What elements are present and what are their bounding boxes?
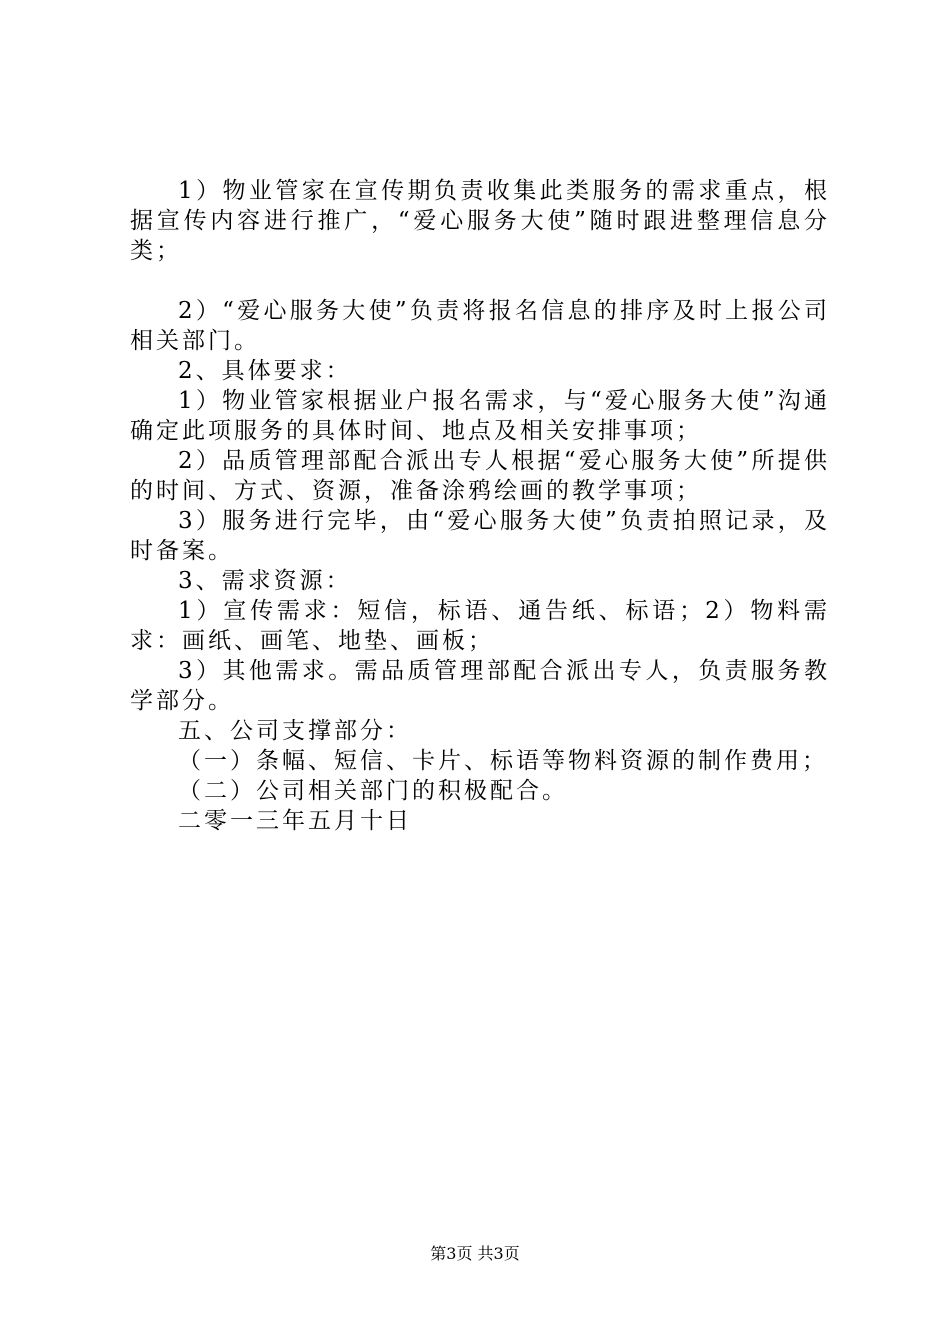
paragraph-5: 3）服务进行完毕，由“爱心服务大使”负责拍照记录，及时备案。 bbox=[130, 508, 830, 564]
paragraph-2: 2）“爱心服务大使”负责将报名信息的排序及时上报公司相关部门。 bbox=[130, 298, 830, 354]
paragraph-6: 1）宣传需求：短信，标语、通告纸、标语；2）物料需求：画纸、画笔、地垫、画板； bbox=[130, 598, 830, 654]
page-number-label: 第3页 共3页 bbox=[430, 1244, 520, 1263]
section-heading-resources: 3、需求资源： bbox=[178, 568, 352, 594]
paragraph-4: 2）品质管理部配合派出专人根据“爱心服务大使”所提供的时间、方式、资源，准备涂鸦绘画的教学事项； bbox=[130, 448, 830, 504]
paragraph-9: （二）公司相关部门的积极配合。 bbox=[178, 778, 568, 804]
document-date: 二零一三年五月十日 bbox=[178, 808, 412, 834]
paragraph-gap bbox=[130, 266, 830, 296]
paragraph-8: （一）条幅、短信、卡片、标语等物料资源的制作费用； bbox=[178, 748, 828, 774]
section-heading-requirements: 2、具体要求： bbox=[178, 358, 352, 384]
section-heading-support: 五、公司支撑部分： bbox=[178, 718, 412, 744]
paragraph-7: 3）其他需求。需品质管理部配合派出专人，负责服务教学部分。 bbox=[130, 658, 830, 714]
document-body bbox=[130, 176, 830, 836]
page-footer bbox=[0, 1244, 950, 1264]
paragraph-3: 1）物业管家根据业户报名需求，与“爱心服务大使”沟通确定此项服务的具体时间、地点及相关安排事项； bbox=[130, 388, 830, 444]
paragraph-1: 1）物业管家在宣传期负责收集此类服务的需求重点，根据宣传内容进行推广，“爱心服务大使”随时跟进整理信息分类； bbox=[130, 178, 830, 264]
